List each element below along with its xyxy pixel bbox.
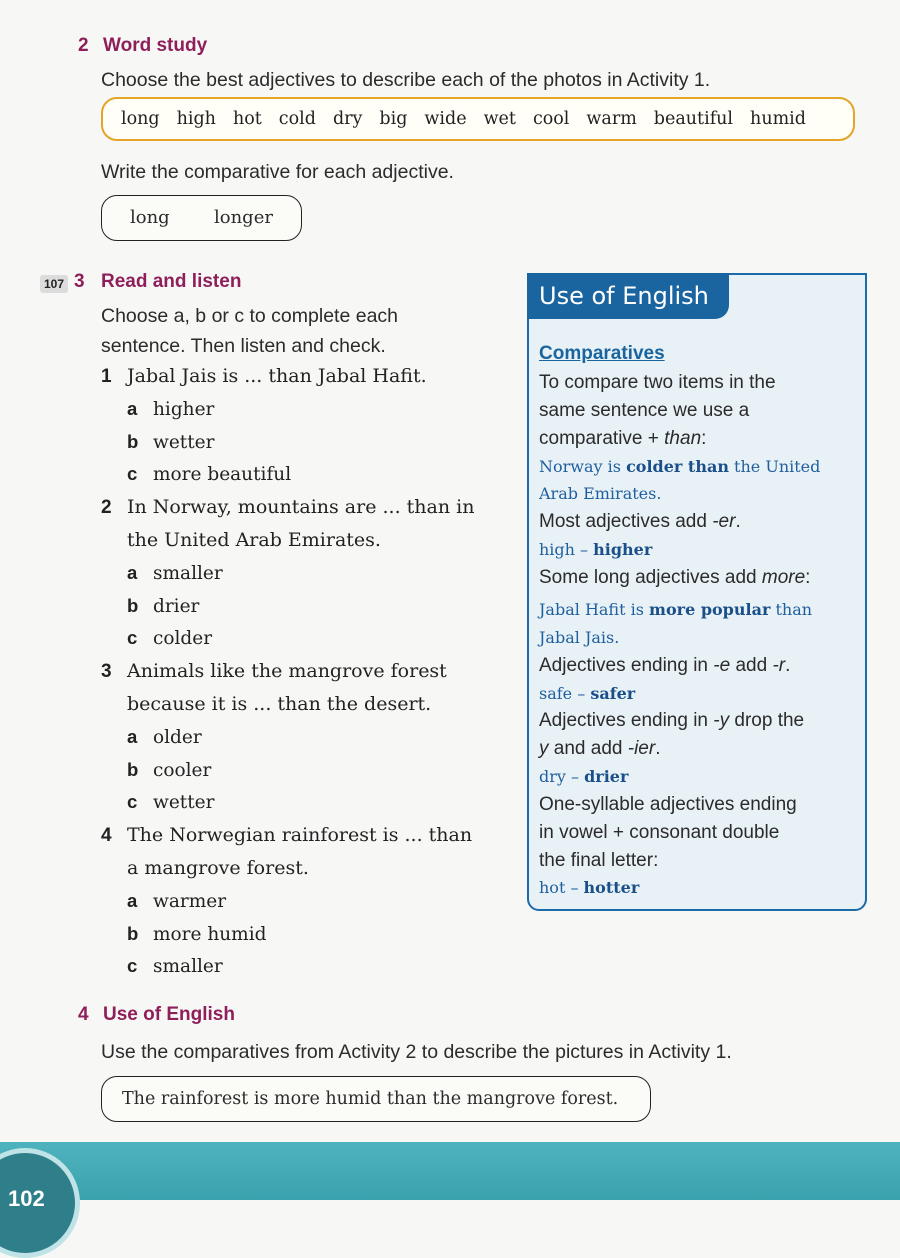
option-letter: a [127,397,138,419]
section-2-instruction-2: Write the comparative for each adjective. [101,161,454,183]
page-number: 102 [8,1186,45,1211]
section-3-title: Read and listen [101,271,242,292]
question-number: 3 [101,661,112,683]
option-text: wetter [153,431,215,453]
word-item: dry [332,109,363,129]
footer-bar [0,1142,900,1200]
word-item: humid [750,109,806,129]
section-2-instruction: Choose the best adjectives to describe each of the photos in Activity 1. [101,69,711,91]
option-letter: b [127,594,139,616]
question-2-line-1 [101,496,474,519]
rule-6-line-2: in vowel + consonant double [539,822,780,843]
example-5: dry – drier [539,767,629,786]
rule-5-line-2: y and add -ier. [539,738,661,759]
section-4-instruction: Use the comparatives from Activity 2 to describe the pictures in Activity 1. [101,1041,732,1063]
example-6: hot – hotter [539,878,640,897]
option-letter: c [127,955,138,977]
answer-option[interactable] [127,791,214,813]
question-text: In Norway, mountains are ... than in [127,496,475,519]
example-1-line-1: Norway is colder than the United [539,457,821,476]
answer-option[interactable] [127,398,214,420]
option-letter: c [127,463,138,485]
option-letter: b [127,430,139,452]
answer-option[interactable] [127,431,214,453]
answer-option[interactable] [127,463,291,485]
answer-option[interactable] [127,595,199,617]
use-of-english-tab: Use of English [527,273,729,319]
question-text: The Norwegian rainforest is ... than [127,824,473,847]
question-text: the United Arab Emirates. [127,529,381,551]
option-text: warmer [153,890,227,912]
example-1-line-2: Arab Emirates. [539,484,662,503]
section-4-example: The rainforest is more humid than the mangrove forest. [122,1089,619,1109]
option-letter: a [127,561,138,583]
rule-1-line-3: comparative + than: [539,428,707,449]
question-text: Jabal Jais is ... than Jabal Hafit. [127,365,427,387]
question-2-line-2 [127,529,381,551]
word-item: warm [586,109,637,129]
section-4-title: Use of English [103,1004,235,1025]
option-text: smaller [153,562,223,584]
word-list-box [101,97,855,141]
section-3-number: 3 [74,271,85,292]
word-item: hot [232,109,262,129]
rule-6-line-1: One-syllable adjectives ending [539,794,797,815]
option-text: older [153,726,202,748]
question-text: a mangrove forest. [127,857,309,879]
example-comparative-box [101,195,302,241]
question-3-line-1 [101,660,447,683]
rule-3: Some long adjectives add more: [539,567,811,588]
word-item: beautiful [653,109,734,129]
word-item: big [379,109,408,129]
answer-option[interactable] [127,562,223,584]
section-4-example-box [101,1076,651,1122]
section-2-title: Word study [103,35,208,56]
option-text: colder [153,628,213,650]
option-letter: c [127,791,138,813]
option-text: more beautiful [153,464,292,486]
word-item: wet [483,109,516,129]
question-number: 1 [101,366,112,387]
question-1-line-1 [101,365,427,388]
option-text: smaller [153,956,223,978]
answer-option[interactable] [127,726,202,748]
option-letter: c [127,627,138,649]
option-letter: a [127,725,138,747]
comparatives-heading: Comparatives [539,343,665,364]
option-letter: b [127,922,139,944]
section-2-number: 2 [78,35,89,56]
word-item: cool [532,109,570,129]
answer-option[interactable] [127,627,212,649]
rule-1-line-1: To compare two items in the [539,372,776,393]
example-3-line-2: Jabal Jais. [539,628,620,647]
option-letter: b [127,758,139,780]
example-4: safe – safer [539,684,636,703]
answer-option[interactable] [127,955,223,977]
option-text: cooler [153,759,212,781]
rule-6-line-3: the final letter: [539,850,659,871]
rule-5-line-1: Adjectives ending in -y drop the [539,710,805,731]
option-text: more humid [153,923,267,945]
question-number: 4 [101,825,112,847]
option-letter: a [127,889,138,911]
example-word: long [130,207,170,228]
rule-1-line-2: same sentence we use a [539,400,750,421]
word-item: wide [424,109,467,129]
question-3-line-2 [127,693,431,715]
option-text: wetter [153,792,215,814]
example-3-line-1: Jabal Hafit is more popular than [539,600,813,619]
answer-option[interactable] [127,759,211,781]
answer-option[interactable] [127,890,226,912]
question-number: 2 [101,497,112,519]
rule-4: Adjectives ending in -e add -r. [539,655,791,676]
question-4-line-2 [127,857,309,879]
word-item: high [176,109,216,129]
question-text: Animals like the mangrove forest [127,660,447,683]
option-text: higher [153,398,215,420]
question-text: because it is ... than the desert. [127,693,432,715]
audio-track-badge[interactable]: 107 [40,275,68,293]
word-item: long [121,109,160,129]
rule-2: Most adjectives add -er. [539,511,741,532]
section-3-instruction-line-2: sentence. Then listen and check. [101,335,386,357]
option-text: drier [153,595,200,617]
question-4-line-1 [101,824,472,847]
example-comparative: longer [214,207,273,228]
section-3-instruction-line-1: Choose a, b or c to complete each [101,305,399,327]
answer-option[interactable] [127,923,266,945]
section-4-number: 4 [78,1004,89,1025]
word-item: cold [278,109,316,129]
example-2: high – higher [539,540,653,559]
